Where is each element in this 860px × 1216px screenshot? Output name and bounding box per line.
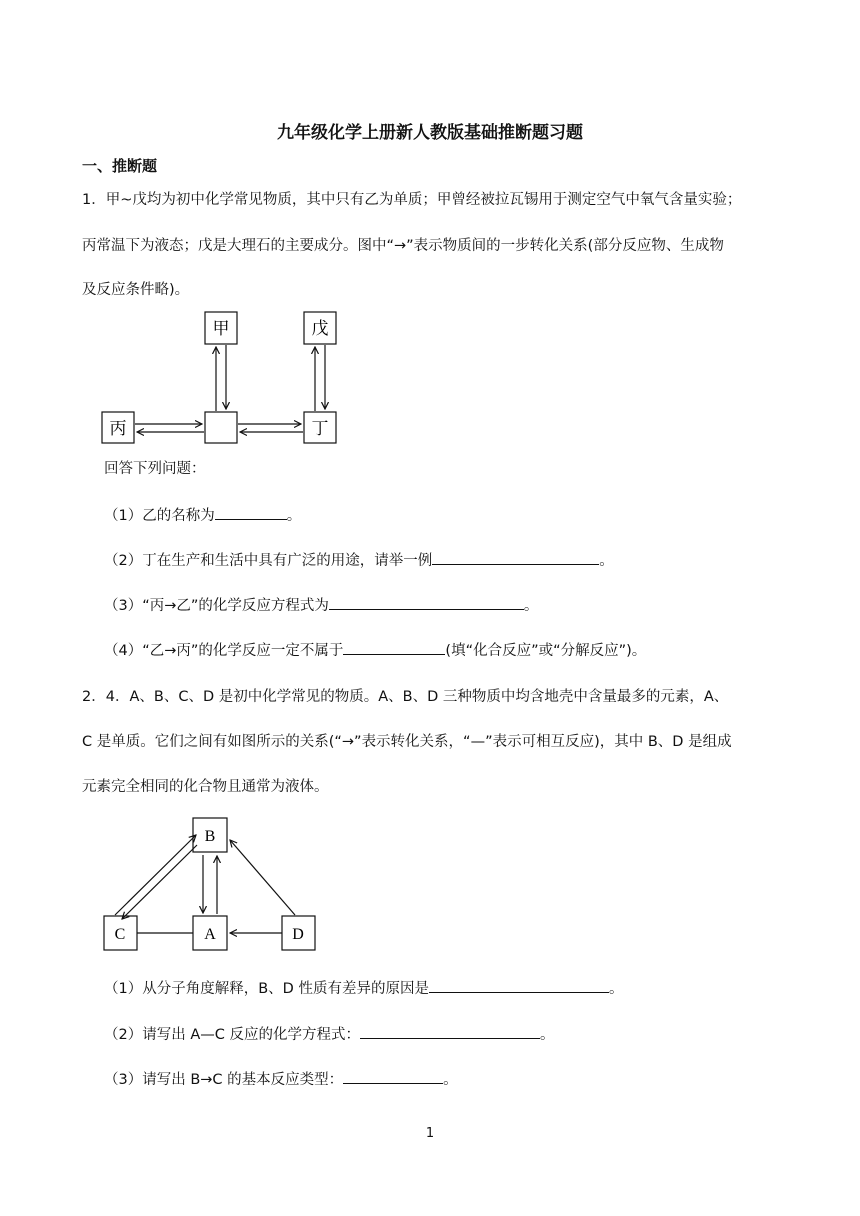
svg-text:甲: 甲 bbox=[212, 319, 230, 339]
svg-text:戊: 戊 bbox=[311, 319, 329, 339]
q2-box-b bbox=[193, 818, 227, 852]
q2-sub3-text: （3）请写出 B→C 的基本反应类型： bbox=[104, 1072, 344, 1088]
svg-text:C: C bbox=[114, 926, 126, 943]
q1-sub1-end: 。 bbox=[286, 508, 302, 524]
svg-text:B: B bbox=[204, 828, 216, 845]
q2-sub1-end: 。 bbox=[608, 981, 624, 997]
q1-sub2-blank[interactable] bbox=[432, 550, 599, 565]
q2-sub1-text: （1）从分子角度解释，B、D 性质有差异的原因是 bbox=[104, 981, 429, 997]
q2-sub3 bbox=[104, 1069, 458, 1090]
q2-sub3-blank[interactable] bbox=[343, 1069, 443, 1084]
q1-intro-line2: 丙常温下为液态；戊是大理石的主要成分。图中“→”表示物质间的一步转化关系(部分反应物、生成物 bbox=[82, 238, 724, 254]
q1-sub4-end: (填“化合反应”或“分解反应”)。 bbox=[445, 643, 647, 659]
q2-diagram bbox=[95, 812, 325, 962]
q2-sub2-blank[interactable] bbox=[360, 1024, 540, 1039]
q1-intro-line3: 及反应条件略)。 bbox=[82, 282, 190, 298]
q1-sub4-blank[interactable] bbox=[343, 640, 445, 655]
q1-box-wu bbox=[304, 312, 336, 344]
svg-text:丙: 丙 bbox=[109, 419, 127, 439]
q2-arrow-d-to-b bbox=[230, 840, 295, 915]
section-heading: 一、推断题 bbox=[82, 157, 158, 175]
q1-diagram bbox=[90, 305, 360, 455]
svg-text:A: A bbox=[204, 926, 216, 943]
q1-sub2 bbox=[104, 550, 614, 571]
q2-sub2-end: 。 bbox=[540, 1027, 555, 1043]
q2-intro-line2: C 是单质。它们之间有如图所示的关系(“→”表示转化关系，“—”表示可相互反应)，其中 B、D 是组成 bbox=[82, 734, 732, 750]
q1-sub1-blank[interactable] bbox=[215, 505, 287, 520]
q2-sub2 bbox=[104, 1024, 555, 1045]
q1-sub1 bbox=[104, 505, 301, 526]
q1-sub3-end: 。 bbox=[523, 598, 539, 614]
q2-box-a bbox=[193, 916, 227, 950]
q1-box-jia bbox=[205, 312, 237, 344]
svg-text:D: D bbox=[292, 926, 304, 943]
q1-sub3-blank[interactable] bbox=[329, 595, 524, 610]
q1-sub3 bbox=[104, 595, 538, 616]
q1-sub4 bbox=[104, 640, 646, 661]
q2-sub2-text: （2）请写出 A—C 反应的化学方程式： bbox=[104, 1027, 360, 1043]
q1-box-center bbox=[205, 412, 237, 443]
q1-box-bing bbox=[102, 412, 134, 443]
q1-sub3-text: （3）“丙→乙”的化学反应方程式为 bbox=[104, 598, 329, 614]
svg-text:丁: 丁 bbox=[311, 419, 329, 439]
page-number: 1 bbox=[425, 1126, 435, 1141]
q1-sub4-text: （4）“乙→丙”的化学反应一定不属于 bbox=[104, 643, 344, 659]
q2-sub3-end: 。 bbox=[443, 1072, 458, 1088]
q2-sub1-blank[interactable] bbox=[429, 978, 609, 993]
q2-intro-line1: 2．4．A、B、C、D 是初中化学常见的物质。A、B、D 三种物质中均含地壳中含量最多的元素，A、 bbox=[82, 689, 729, 705]
q2-sub1 bbox=[104, 978, 623, 999]
q1-sub2-end: 。 bbox=[599, 553, 614, 569]
q1-box-ding bbox=[304, 412, 336, 443]
q2-box-d bbox=[282, 916, 315, 950]
q2-arrow-b-to-c bbox=[122, 845, 197, 919]
page-title: 九年级化学上册新人教版基础推断题习题 bbox=[277, 123, 583, 143]
q2-intro-line3: 元素完全相同的化合物且通常为液体。 bbox=[82, 779, 329, 795]
q1-sub1-text: （1）乙的名称为 bbox=[104, 508, 215, 524]
q1-sub2-text: （2）丁在生产和生活中具有广泛的用途，请举一例 bbox=[104, 553, 433, 569]
q2-arrow-c-to-b bbox=[115, 835, 196, 915]
q1-intro-line1: 1．甲~戊均为初中化学常见物质，其中只有乙为单质；甲曾经被拉瓦锡用于测定空气中氧气含量实验； bbox=[82, 192, 742, 208]
q2-box-c bbox=[104, 916, 137, 950]
q1-answer-prompt: 回答下列问题： bbox=[104, 461, 206, 477]
